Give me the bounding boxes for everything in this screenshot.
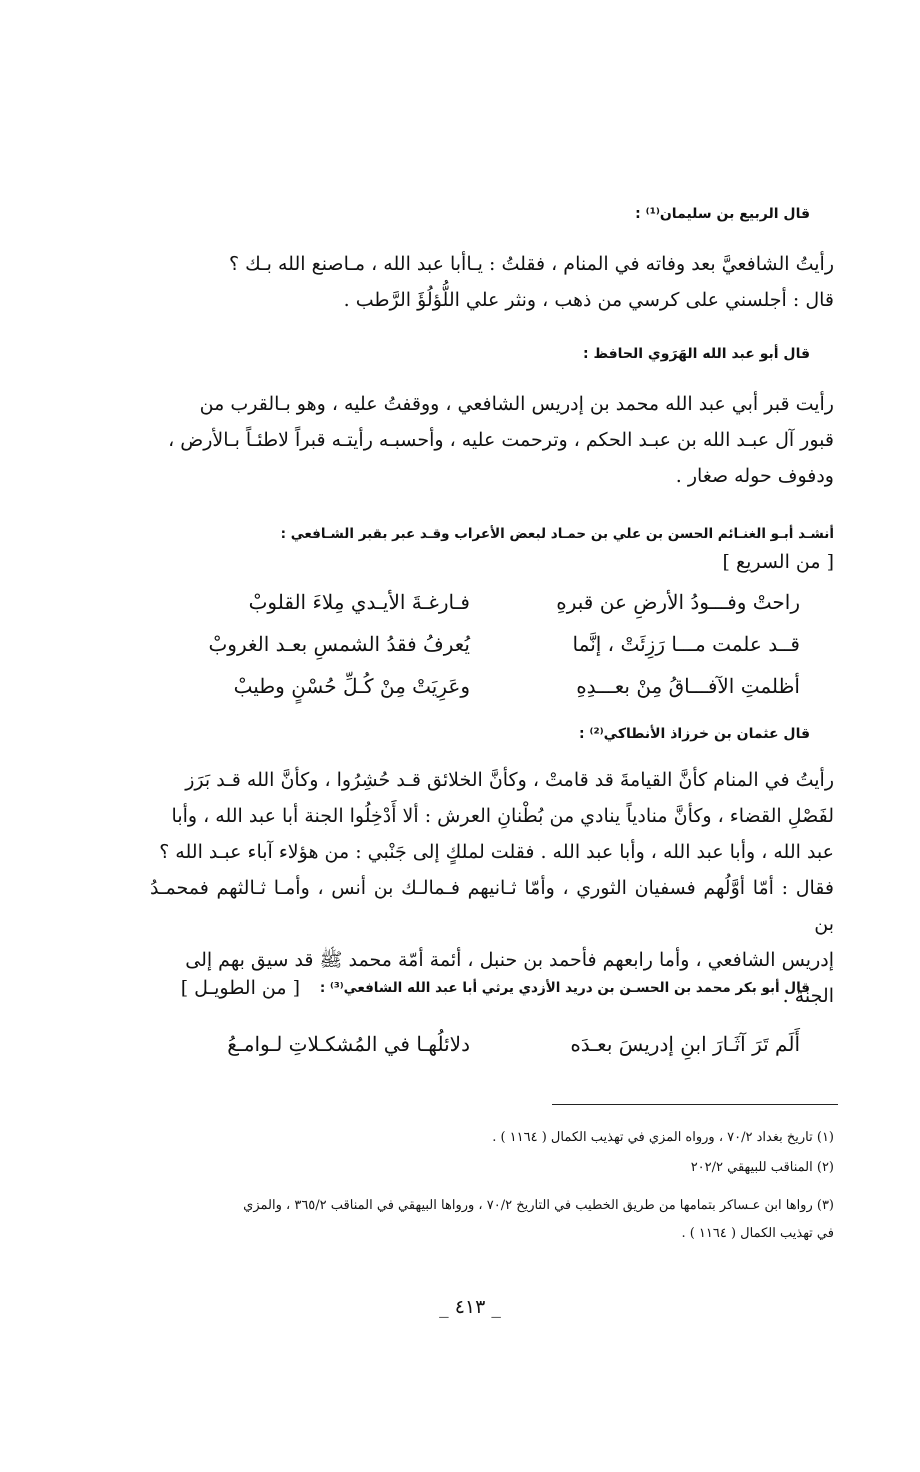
verse-first-hemistich: قــد علمت مـــا رَزِئَتْ ، إنَّما <box>572 632 800 656</box>
paragraph-harawi <box>150 386 834 494</box>
heading-ghanaim: أنشـد أبـو الغنـائم الحسن بن علي بن حمـاد لبعض الأعراب وقـد عبر بقبر الشـافعي : <box>280 526 834 542</box>
verse-first-hemistich: أَلَم تَرَ آثَـارَ ابنِ إدريسَ بعـدَه <box>570 1032 800 1056</box>
meter-label-taweel: [ من الطويـل ] <box>180 977 300 999</box>
paragraph-line: قال : أجلسني على كرسي من ذهب ، ونثر علي اللُّؤلُؤَ الرَّطب . <box>343 289 834 311</box>
verse-first-hemistich: أظلمتِ الآفـــاقُ مِنْ بعـــدِهِ <box>576 674 800 698</box>
meter-label-saree: [ من السريع ] <box>722 551 834 573</box>
paragraph-line: فقال : أمّا أوَّلُهم فسفيان الثوري ، وأمّا ثـانيهم فـمالـك بن أنس ، وأمـا ثـالثهم فمحمـدُ بن <box>150 877 834 935</box>
verse-second-hemistich: يُعرفُ فقدُ الشمسِ بعـد الغروبْ <box>208 632 470 656</box>
heading-uthman: قال عثمان بن خرزاذ الأنطاكي⁽²⁾ : <box>578 726 810 742</box>
footnote-separator <box>552 1104 838 1105</box>
heading-ibn-durayd: قال أبو بكر محمد بن الحسـن بن دريد الأزدي يرثي أبا عبد الله الشافعي⁽³⁾ : <box>319 980 810 996</box>
verse-row <box>200 1026 800 1062</box>
page-number: _ ٤١٣ _ <box>439 1296 501 1318</box>
verse-row <box>200 584 800 620</box>
verse-second-hemistich: فـارغـةَ الأيـدي مِلاءَ القلوبْ <box>248 590 470 614</box>
footnote-2: (٢) المناقب للبيهقي ٢٠٢/٢ <box>690 1160 834 1175</box>
footnote-1: (١) تاريخ بغداد ٧٠/٢ ، ورواه المزي في تهذيب الكمال ( ١١٦٤ ) . <box>492 1130 834 1145</box>
paragraph-rabi <box>150 246 834 318</box>
footnote-3-continued: في تهذيب الكمال ( ١١٦٤ ) . <box>681 1226 834 1241</box>
verse-row <box>200 626 800 662</box>
paragraph-line: لفَصْلِ القضاء ، وكأنَّ منادياً ينادي من بُطْنانِ العرش : ألا أَدْخِلُوا الجنة أبا عبد الله ، وأبا <box>171 805 834 827</box>
verse-second-hemistich: دلائلُهـا في المُشكـلاتِ لـوامـعُ <box>227 1032 470 1056</box>
paragraph-line: رأيتُ الشافعيَّ بعد وفاته في المنام ، فقلتُ : يـاأبا عبد الله ، مـاصنع الله بـك ؟ <box>228 253 834 275</box>
verse-first-hemistich: راحتْ وفـــودُ الأرضِ عن قبرهِ <box>556 590 800 614</box>
paragraph-line: إدريس الشافعي ، وأما رابعهم فأحمد بن حنبل ، أئمة أمّة محمد ﷺ قد سيق بهم إلى الجنة . <box>185 949 834 1007</box>
paragraph-line: ودفوف حوله صغار . <box>675 465 834 487</box>
verse-row <box>200 668 800 704</box>
footnote-3: (٣) رواها ابن عـساكر بتمامها من طريق الخطيب في التاريخ ٧٠/٢ ، ورواها البيهقي في المناقب ٣٦٥/٢ ، والمزي <box>243 1198 834 1213</box>
heading-rabi: قال الربيع بن سليمان⁽¹⁾ : <box>635 206 810 222</box>
verse-second-hemistich: وعَرِيَتْ مِنْ كُـلِّ حُسْنٍ وطيبْ <box>233 674 470 698</box>
paragraph-line: رأيت قبر أبي عبد الله محمد بن إدريس الشافعي ، ووقفتُ عليه ، وهو بـالقرب من <box>199 393 834 415</box>
paragraph-line: رأيتُ في المنام كأنَّ القيامةَ قد قامتْ ، وكأنَّ الخلائق قـد حُشِرُوا ، وكأنَّ الله قـد بَرَز <box>185 769 834 791</box>
paragraph-line: قبور آل عبـد الله بن عبـد الحكم ، وترحمت عليه ، وأحسبـه رأيتـه قبراً لاطئـاً بـالأرض ، <box>168 429 834 451</box>
paragraph-line: عبد الله ، وأبا عبد الله ، وأبا عبد الله . فقلت لملكٍ إلى جَنْبي : من هؤلاء آباء عبـد الله ؟ <box>159 841 834 863</box>
heading-harawi: قال أبو عبد الله الهَرَوي الحافظ : <box>583 346 810 362</box>
